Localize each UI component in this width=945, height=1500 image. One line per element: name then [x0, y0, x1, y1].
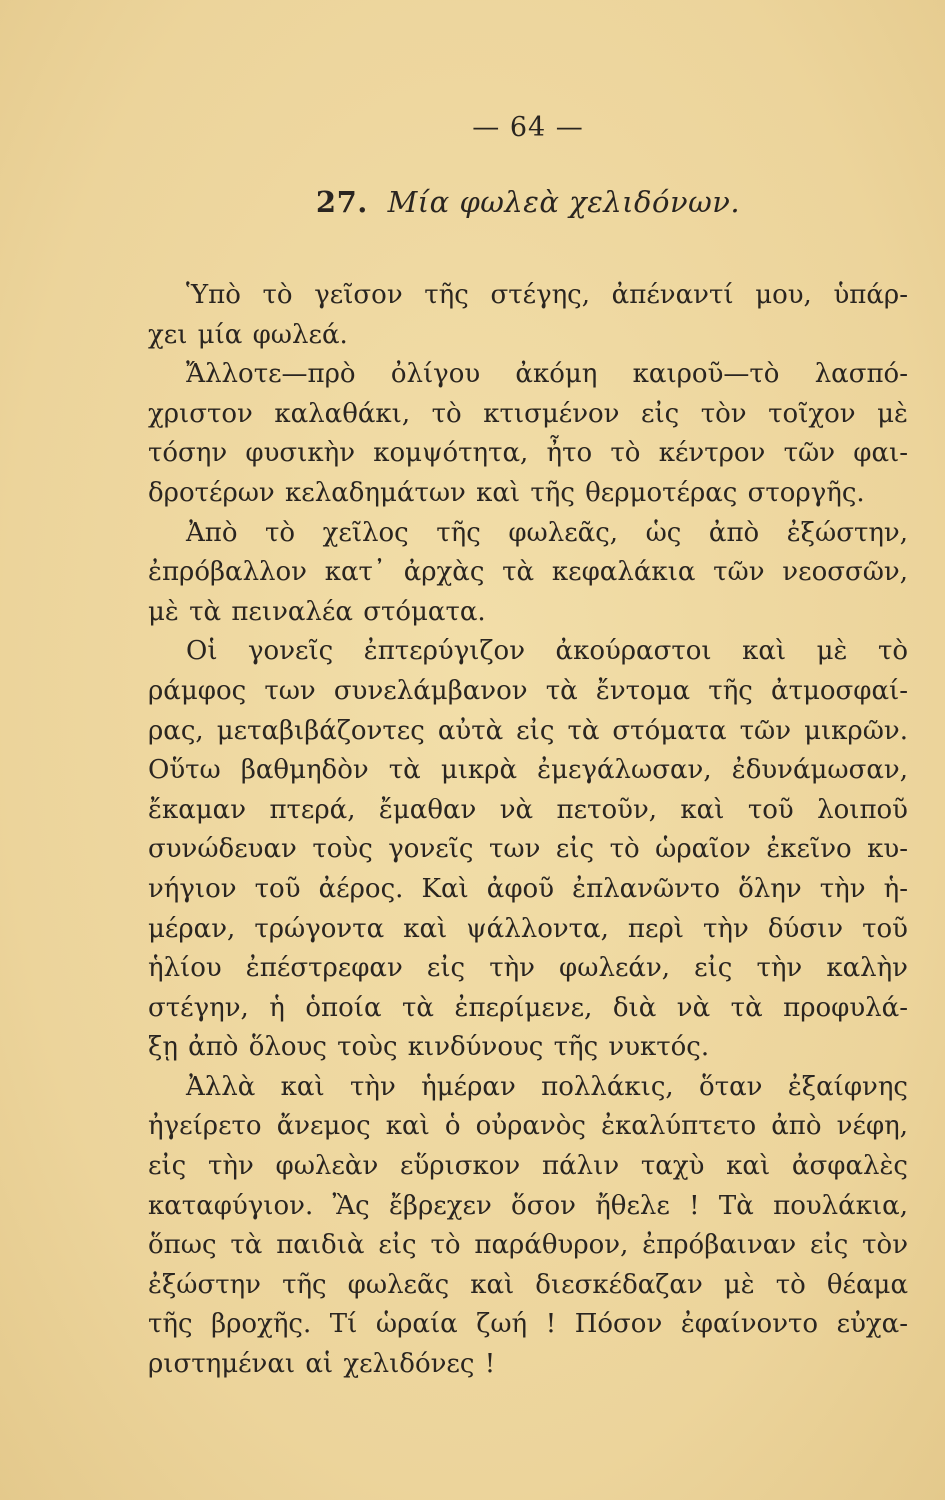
- text-line: ρας, μεταβιβάζοντες αὐτὰ εἰς τὰ στόματα τῶν μικρῶν.: [148, 715, 908, 746]
- text-line: μὲ τὰ πειναλέα στόματα.: [148, 596, 486, 627]
- text-line: τόσην φυσικὴν κομψότητα, ἦτο τὸ κέντρον τῶν φαι-: [148, 438, 908, 469]
- text-line: ὅπως τὰ παιδιὰ εἰς τὸ παράθυρον, ἐπρόβαιναν εἰς τὸν: [148, 1230, 908, 1261]
- text-line: συνώδευαν τοὺς γονεῖς των εἰς τὸ ὡραῖον ἐκεῖνο κυ-: [148, 834, 908, 865]
- paragraph: [148, 355, 908, 513]
- text-line: Ὑπὸ τὸ γεῖσον τῆς στέγης, ἀπέναντί μου, ὑπάρ-: [186, 280, 908, 310]
- text-line: ἡλίου ἐπέστρεφαν εἰς τὴν φωλεάν, εἰς τὴν καλὴν: [148, 953, 908, 984]
- text-line: ἔκαμαν πτερά, ἔμαθαν νὰ πετοῦν, καὶ τοῦ λοιποῦ: [148, 794, 908, 825]
- chapter-number: 27.: [315, 185, 368, 219]
- text-line: Ἀπὸ τὸ χεῖλος τῆς φωλεᾶς, ὡς ἀπὸ ἐξώστην,: [186, 517, 908, 548]
- text-line: Ἀλλὰ καὶ τὴν ἡμέραν πολλάκις, ὅταν ἐξαίφνης: [186, 1071, 908, 1102]
- text-line: εἰς τὴν φωλεὰν εὕρισκον πάλιν ταχὺ καὶ ἀσφαλὲς: [148, 1151, 908, 1182]
- text-line: ριστημέναι αἱ χελιδόνες !: [148, 1349, 496, 1380]
- paragraph: [148, 1068, 908, 1385]
- text-line: μέραν, τρώγοντα καὶ ψάλλοντα, περὶ τὴν δύσιν τοῦ: [148, 913, 908, 944]
- text-line: χριστον καλαθάκι, τὸ κτισμένον εἰς τὸν τοῖχον μὲ: [148, 398, 908, 429]
- paragraph: [148, 276, 908, 355]
- page-number: — 64 —: [472, 112, 584, 143]
- text-line: ἠγείρετο ἄνεμος καὶ ὁ οὐρανὸς ἐκαλύπτετο ἀπὸ νέφη,: [148, 1111, 908, 1142]
- text-line: ράμφος των συνελάμβανον τὰ ἔντομα τῆς ἀτμοσφαί-: [148, 675, 908, 706]
- book-page: [148, 108, 908, 1385]
- text-line: ξῃ ἀπὸ ὅλους τοὺς κινδύνους τῆς νυκτός.: [148, 1032, 710, 1063]
- body-text: [148, 276, 908, 1385]
- chapter-title: [148, 182, 908, 222]
- text-line: καταφύγιον. Ἂς ἔβρεχεν ὅσον ἤθελε ! Τὰ πουλάκια,: [148, 1190, 908, 1221]
- text-line: ἐξώστην τῆς φωλεᾶς καὶ διεσκέδαζαν μὲ τὸ θέαμα: [148, 1269, 908, 1300]
- text-line: νήγιον τοῦ ἀέρος. Καὶ ἀφοῦ ἐπλανῶντο ὅλην τὴν ἡ-: [148, 873, 908, 904]
- paragraph: [148, 632, 908, 1068]
- text-line: Ἄλλοτε—πρὸ ὀλίγου ἀκόμη καιροῦ—τὸ λασπό-: [186, 359, 908, 390]
- chapter-title-text: Μία φωλεὰ χελιδόνων.: [387, 185, 741, 219]
- paragraph: [148, 514, 908, 633]
- text-line: δροτέρων κελαδημάτων καὶ τῆς θερμοτέρας στοργῆς.: [148, 477, 865, 508]
- text-line: Οἱ γονεῖς ἐπτερύγιζον ἀκούραστοι καὶ μὲ τὸ: [186, 636, 908, 667]
- text-line: χει μία φωλεά.: [148, 319, 348, 350]
- text-line: στέγην, ἡ ὁποία τὰ ἐπερίμενε, διὰ νὰ τὰ προφυλά-: [148, 992, 908, 1023]
- text-line: Οὕτω βαθμηδὸν τὰ μικρὰ ἐμεγάλωσαν, ἐδυνάμωσαν,: [148, 755, 908, 786]
- text-line: τῆς βροχῆς. Τί ὡραία ζωή ! Πόσον ἐφαίνοντο εὐχα-: [148, 1309, 908, 1340]
- text-line: ἐπρόβαλλον κατ᾽ ἀρχὰς τὰ κεφαλάκια τῶν νεοσσῶν,: [148, 557, 908, 588]
